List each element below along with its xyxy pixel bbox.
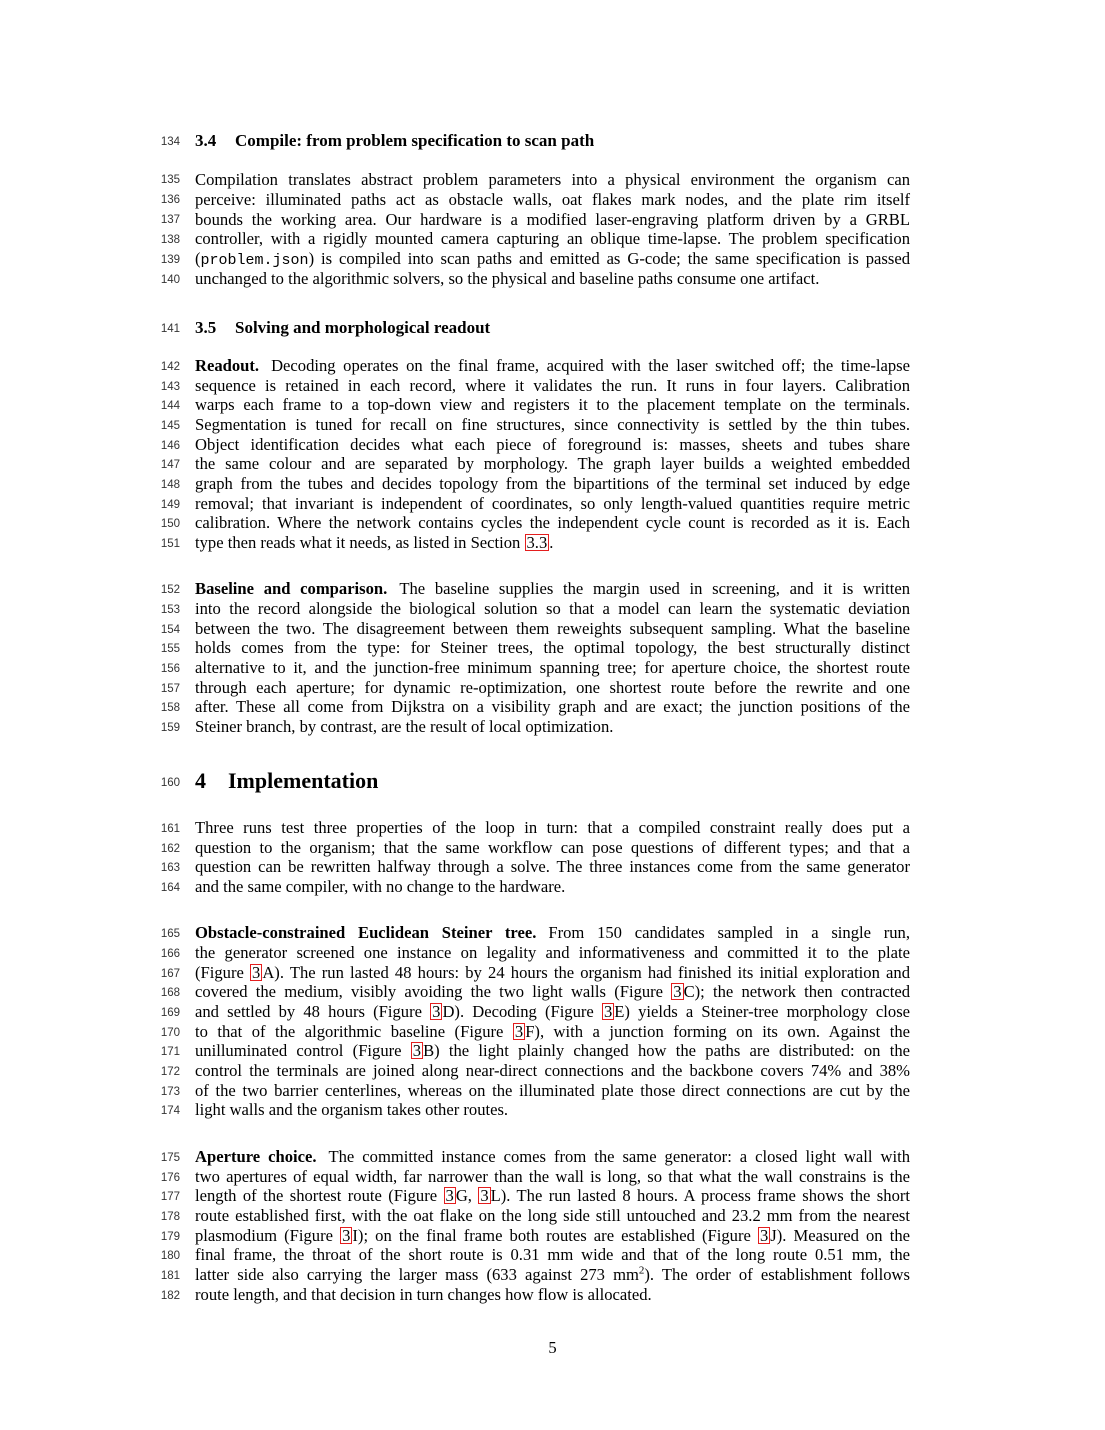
text-line: to that of the algorithmic baseline (Figure 3 F), with a junction forming on its own. Against the [195, 1022, 910, 1041]
section-heading-3-4 [195, 131, 594, 151]
line-number: 135 [160, 174, 180, 186]
text-line: calibration. Where the network contains cycles the independent cycle count is recorded as it is. Each [195, 513, 910, 532]
text-line: question can be rewritten halfway through a solve. The three instances come from the same generator [195, 857, 910, 876]
line-number: 148 [160, 479, 180, 491]
text-line: latter side also carrying the larger mass (633 against 273 $mm^2$). The order of establishment follows [195, 1264, 910, 1284]
text-line: type then reads what it needs, as listed in Section 3.3 . [195, 533, 554, 552]
line-number: 158 [160, 702, 180, 714]
text-line: route length, and that decision in turn changes how flow is allocated. [195, 1285, 652, 1304]
text-line: unilluminated control (Figure 3 B) the light plainly changed how the paths are distributed: on the [195, 1041, 910, 1060]
section-number: 3.5 [195, 318, 217, 337]
text-line: plasmodium (Figure 3 I); on the final frame both routes are established (Figure 3 J). Measured on the [195, 1226, 910, 1245]
line-number: 165 [160, 928, 180, 940]
text-line: length of the shortest route (Figure 3 G, 3 L). The run lasted 8 hours. A process frame shows the short [195, 1186, 910, 1205]
text-line: covered the medium, visibly avoiding the two light walls (Figure 3 C); the network then contracted [195, 982, 910, 1001]
text-line: the same colour and are separated by morphology. The graph layer builds a weighted embedded [195, 454, 910, 473]
line-number: 172 [160, 1066, 180, 1078]
line-number: 160 [160, 777, 180, 789]
figure-reference-link[interactable]: 3 [759, 1226, 769, 1245]
section-title: Implementation [228, 768, 379, 793]
line-number: 166 [160, 948, 180, 960]
figure-reference-link[interactable]: 3 [432, 1002, 441, 1021]
text-line: between the two. The disagreement between them reweights subsequent sampling. What the baseline [195, 619, 910, 638]
text-line: graph from the tubes and decides topology from the bipartitions of the terminal set induced by edge [195, 474, 910, 493]
line-number: 154 [160, 624, 180, 636]
line-number: 171 [160, 1046, 180, 1058]
line-number: 147 [160, 459, 180, 471]
line-number: 157 [160, 683, 180, 695]
text-line: Segmentation is tuned for recall on fine structures, since connectivity is settled by the thin tubes. [195, 415, 910, 434]
section-heading-3-5 [195, 318, 490, 338]
line-number: 146 [160, 440, 180, 452]
line-number: 143 [160, 381, 180, 393]
section-number: 4 [195, 768, 206, 793]
line-number: 164 [160, 882, 180, 894]
figure-reference-link[interactable]: 3 [480, 1186, 489, 1205]
line-number: 152 [160, 584, 180, 596]
figure-reference-link[interactable]: 3 [445, 1186, 454, 1205]
text-line: after. These all come from Dijkstra on a visibility graph and are exact; the junction positions of the [195, 697, 910, 716]
text-line: removal; that invariant is independent of coordinates, so only length-valued quantities require metric [195, 494, 910, 513]
text-line: controller, with a rigidly mounted camera capturing an oblique time-lapse. The problem specification [195, 229, 910, 248]
line-number: 173 [160, 1086, 180, 1098]
text-line: route established first, with the oat flake on the long side still untouched and 23.2 mm from the nearest [195, 1206, 910, 1225]
text-line: sequence is retained in each record, where it validates the run. It runs in four layers. Calibration [195, 376, 910, 395]
text-line: Three runs test three properties of the loop in turn: that a compiled constraint really does put a [195, 818, 910, 837]
line-number: 138 [160, 234, 180, 246]
line-number: 155 [160, 643, 180, 655]
line-number: 161 [160, 823, 180, 835]
section-heading-4 [195, 768, 378, 794]
text-line: two apertures of equal width, far narrower than the wall is long, so that what the wall constrains is the [195, 1167, 910, 1186]
text-line: holds comes from the type: for Steiner trees, the optimal topology, the best structurally distinct [195, 638, 910, 657]
text-line: question to the organism; that the same workflow can pose questions of different types; and that a [195, 838, 910, 857]
line-number: 167 [160, 968, 180, 980]
line-number: 142 [160, 361, 180, 373]
text-line: through each aperture; for dynamic re-optimization, one shortest route before the rewrite and one [195, 678, 910, 697]
line-number: 180 [160, 1250, 180, 1262]
paragraph-heading: Baseline and comparison. [195, 579, 388, 598]
figure-reference-link[interactable]: 3 [673, 982, 682, 1001]
text-line: control the terminals are joined along near-direct connections and the backbone covers 74% and 38% [195, 1061, 910, 1080]
line-number: 178 [160, 1211, 180, 1223]
line-number: 137 [160, 214, 180, 226]
text-line: warps each frame to a top-down view and registers it to the placement template on the terminals. [195, 395, 910, 414]
line-number: 177 [160, 1191, 180, 1203]
section-title: Solving and morphological readout [235, 318, 491, 337]
page-number: 5 [548, 1338, 557, 1357]
text-line: of the two barrier centerlines, whereas on the illuminated plate those direct connections are cut by the [195, 1081, 910, 1100]
line-number: 174 [160, 1105, 180, 1117]
section-number: 3.4 [195, 131, 217, 150]
line-number: 176 [160, 1172, 180, 1184]
text-line: bounds the working area. Our hardware is a modified laser-engraving platform driven by a GRBL [195, 210, 910, 229]
section-reference-link[interactable]: 3.3 [526, 533, 548, 552]
line-number: 168 [160, 987, 180, 999]
line-number: 144 [160, 400, 180, 412]
line-number: 151 [160, 538, 180, 550]
code-filename: problem.json [200, 252, 309, 269]
figure-reference-link[interactable]: 3 [342, 1226, 351, 1245]
text-line: Steiner branch, by contrast, are the result of local optimization. [195, 717, 614, 736]
figure-reference-link[interactable]: 3 [603, 1002, 613, 1021]
line-number: 149 [160, 499, 180, 511]
line-number: 159 [160, 722, 180, 734]
figure-reference-link[interactable]: 3 [412, 1041, 422, 1060]
text-line: and settled by 48 hours (Figure 3 D). Decoding (Figure 3 E) yields a Steiner-tree morphology close [195, 1002, 911, 1021]
line-number: 141 [160, 323, 180, 335]
line-number: 182 [160, 1290, 180, 1302]
line-number: 179 [160, 1231, 180, 1243]
text-line: perceive: illuminated paths act as obstacle walls, oat flakes mark nodes, and the plate rim itself [195, 190, 910, 209]
text-line: Baseline and comparison. The baseline supplies the margin used in screening, and it is written [195, 579, 911, 598]
figure-reference-link[interactable]: 3 [514, 1022, 524, 1041]
line-number: 150 [160, 518, 180, 530]
line-number: 140 [160, 274, 180, 286]
line-number: 163 [160, 862, 180, 874]
line-number: 175 [160, 1152, 180, 1164]
text-line: Obstacle-constrained Euclidean Steiner tree. From 150 candidates sampled in a single run, [195, 923, 910, 942]
text-line: the generator screened one instance on legality and informativeness and committed it to the plate [195, 943, 910, 962]
text-line: unchanged to the algorithmic solvers, so the physical and baseline paths consume one artifact. [195, 269, 820, 288]
line-number: 156 [160, 663, 180, 675]
text-line: and the same compiler, with no change to the hardware. [195, 877, 566, 896]
text-line: (Figure 3 A). The run lasted 48 hours: by 24 hours the organism had finished its initial exploration and [195, 963, 910, 982]
text-line: Object identification decides what each piece of foreground is: masses, sheets and tubes share [195, 435, 910, 454]
line-number: 170 [160, 1027, 180, 1039]
line-number: 139 [160, 254, 180, 266]
text-line: Aperture choice. The committed instance comes from the same generator: a closed light wall with [195, 1147, 910, 1166]
line-number: 181 [160, 1270, 180, 1282]
text-line: final frame, the throat of the short route is 0.31 mm wide and that of the long route 0.51 mm, the [195, 1245, 910, 1264]
text-line: Compilation translates abstract problem parameters into a physical environment the organism can [195, 170, 910, 189]
line-number: 153 [160, 604, 180, 616]
text-line: into the record alongside the biological solution so that a model can learn the systematic deviation [195, 599, 910, 618]
text-line: (problem.json) is compiled into scan paths and emitted as G-code; the same specification is passed [195, 249, 910, 269]
figure-reference-link[interactable]: 3 [252, 963, 261, 982]
paragraph-heading: Aperture choice. [195, 1147, 317, 1166]
superscript: 2 [638, 1264, 645, 1277]
text-line: alternative to it, and the junction-free minimum spanning tree; for aperture choice, the shortest route [195, 658, 910, 677]
section-title: Compile: from problem specification to scan path [235, 131, 595, 150]
text-line: light walls and the organism takes other routes. [195, 1100, 509, 1119]
paragraph-heading: Obstacle-constrained Euclidean Steiner tree. [195, 923, 537, 942]
line-number: 136 [160, 194, 180, 206]
line-number: 162 [160, 843, 180, 855]
line-number: 134 [160, 136, 180, 148]
text-line: Readout. Decoding operates on the final frame, acquired with the laser switched off; the time-lapse [195, 356, 910, 375]
line-number: 145 [160, 420, 180, 432]
paragraph-heading: Readout. [195, 356, 260, 375]
line-number: 169 [160, 1007, 180, 1019]
